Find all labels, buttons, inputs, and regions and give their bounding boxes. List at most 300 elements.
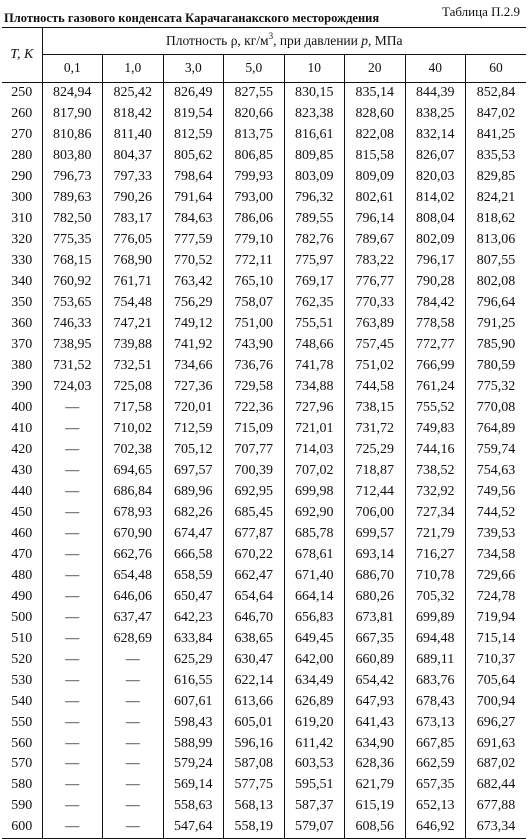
density-cell: 673,34 <box>476 819 516 835</box>
density-cell: 818,42 <box>103 104 164 125</box>
table-row <box>2 502 526 523</box>
density-cell: 816,61 <box>284 125 345 146</box>
density-cell: 754,63 <box>476 462 516 478</box>
density-cell: 710,78 <box>405 565 466 586</box>
table-row <box>2 146 526 167</box>
density-cell: 751,02 <box>345 356 406 377</box>
density-cell: — <box>42 754 103 775</box>
density-cell: 738,15 <box>345 398 406 419</box>
density-cell: — <box>42 502 103 523</box>
table-row <box>2 733 526 754</box>
density-cell: 705,64 <box>476 672 516 688</box>
density-cell: 838,25 <box>405 104 466 125</box>
density-cell: 775,32 <box>476 379 516 395</box>
density-cell: — <box>103 775 164 796</box>
temperature-cell: 400 <box>2 398 42 419</box>
density-cell: 832,14 <box>405 125 466 146</box>
density-cell: 682,26 <box>163 502 224 523</box>
temperature-cell: 260 <box>2 104 42 125</box>
density-cell: 758,07 <box>224 293 285 314</box>
temperature-cell: 360 <box>2 314 42 335</box>
density-cell: 718,87 <box>345 460 406 481</box>
table-row <box>2 377 526 398</box>
density-cell: 818,62 <box>476 211 516 227</box>
temperature-cell: 250 <box>2 83 42 104</box>
density-cell: 784,42 <box>405 293 466 314</box>
temperature-cell: 390 <box>2 377 42 398</box>
density-cell: — <box>103 754 164 775</box>
pressure-header-cell: 5,0 <box>224 54 285 82</box>
density-cell: 765,10 <box>224 272 285 293</box>
density-cell: 605,01 <box>224 712 285 733</box>
density-cell: 587,08 <box>224 754 285 775</box>
density-cell: 790,26 <box>103 188 164 209</box>
density-cell: 662,47 <box>224 565 285 586</box>
table-row <box>2 439 526 460</box>
density-cell: 687,02 <box>476 756 516 772</box>
density-cell: 817,90 <box>42 104 103 125</box>
density-cell: 611,42 <box>284 733 345 754</box>
density-cell: 796,14 <box>345 209 406 230</box>
density-cell: 741,78 <box>284 356 345 377</box>
density-cell: 763,42 <box>163 272 224 293</box>
density-cell: 608,56 <box>345 817 406 838</box>
density-cell: — <box>42 817 103 838</box>
density-cell: 796,17 <box>405 251 466 272</box>
temperature-cell: 340 <box>2 272 42 293</box>
density-cell: 619,20 <box>284 712 345 733</box>
density-cell: 825,42 <box>103 83 164 104</box>
density-cell: — <box>103 733 164 754</box>
pressure-header-cell: 3,0 <box>163 54 224 82</box>
density-cell: — <box>103 712 164 733</box>
density-cell: — <box>42 439 103 460</box>
table-row <box>2 649 526 670</box>
density-cell: 714,03 <box>284 439 345 460</box>
density-cell: 595,51 <box>284 775 345 796</box>
density-cell: 588,99 <box>163 733 224 754</box>
density-cell: 797,33 <box>103 167 164 188</box>
temperature-cell: 380 <box>2 356 42 377</box>
density-cell: 650,47 <box>163 586 224 607</box>
table-row <box>2 314 526 335</box>
density-cell: 768,90 <box>103 251 164 272</box>
density-cell: 770,08 <box>476 400 516 416</box>
temperature-cell: 480 <box>2 565 42 586</box>
table-row <box>2 251 526 272</box>
table-header <box>4 4 524 26</box>
temperature-cell: 350 <box>2 293 42 314</box>
density-cell: 809,85 <box>284 146 345 167</box>
temperature-cell: 570 <box>2 754 42 775</box>
density-cell: 621,79 <box>345 775 406 796</box>
density-cell: 642,23 <box>163 607 224 628</box>
density-cell: 827,55 <box>224 83 285 104</box>
density-cell: 815,58 <box>345 146 406 167</box>
temperature-cell: 540 <box>2 691 42 712</box>
density-cell: — <box>42 544 103 565</box>
density-cell: 673,13 <box>405 712 466 733</box>
density-cell: 757,45 <box>345 335 406 356</box>
density-cell: 558,19 <box>224 817 285 838</box>
table-row <box>2 460 526 481</box>
table-row <box>2 817 526 838</box>
density-cell: 724,03 <box>42 377 103 398</box>
table-row <box>2 230 526 251</box>
density-cell: 587,37 <box>284 796 345 817</box>
density-cell: 820,03 <box>405 167 466 188</box>
table-number: Таблица П.2.9 <box>442 4 520 19</box>
table-row <box>2 335 526 356</box>
density-cell: 770,33 <box>345 293 406 314</box>
temperature-cell: 310 <box>2 209 42 230</box>
table-row <box>2 398 526 419</box>
density-cell: 734,88 <box>284 377 345 398</box>
density-cell: 826,07 <box>405 146 466 167</box>
density-cell: 670,22 <box>224 544 285 565</box>
density-cell: — <box>42 670 103 691</box>
density-cell: 628,36 <box>345 754 406 775</box>
density-cell: 615,19 <box>345 796 406 817</box>
density-cell: 646,70 <box>224 607 285 628</box>
density-cell: 796,73 <box>42 167 103 188</box>
density-cell: 739,88 <box>103 335 164 356</box>
density-cell: 793,00 <box>224 188 285 209</box>
density-cell: 607,61 <box>163 691 224 712</box>
density-cell: 646,92 <box>405 817 466 838</box>
density-cell: 715,09 <box>224 419 285 440</box>
density-cell: 776,77 <box>345 272 406 293</box>
density-cell: 667,35 <box>345 628 406 649</box>
temperature-cell: 300 <box>2 188 42 209</box>
density-cell: 699,98 <box>284 481 345 502</box>
density-cell: — <box>42 733 103 754</box>
density-cell: 603,53 <box>284 754 345 775</box>
table-row <box>2 586 526 607</box>
density-cell: 789,63 <box>42 188 103 209</box>
density-cell: 625,29 <box>163 649 224 670</box>
temperature-cell: 580 <box>2 775 42 796</box>
table-row <box>2 544 526 565</box>
density-cell: 642,00 <box>284 649 345 670</box>
table-row <box>2 419 526 440</box>
density-cell: 783,17 <box>103 209 164 230</box>
density-cell: 706,00 <box>345 502 406 523</box>
temperature-column-header: T, K <box>2 28 42 83</box>
table-row <box>2 188 526 209</box>
temperature-cell: 560 <box>2 733 42 754</box>
temperature-cell: 320 <box>2 230 42 251</box>
density-cell: 649,45 <box>284 628 345 649</box>
density-cell: — <box>42 775 103 796</box>
temperature-cell: 490 <box>2 586 42 607</box>
density-cell: 753,65 <box>42 293 103 314</box>
density-cell: 751,00 <box>224 314 285 335</box>
density-cell: 766,99 <box>405 356 466 377</box>
table-row <box>2 104 526 125</box>
density-cell: 678,43 <box>405 691 466 712</box>
density-cell: 724,78 <box>476 588 516 604</box>
density-cell: 647,93 <box>345 691 406 712</box>
density-cell: 791,64 <box>163 188 224 209</box>
density-cell: 756,29 <box>163 293 224 314</box>
density-cell: 654,48 <box>103 565 164 586</box>
density-cell: 677,88 <box>476 798 516 814</box>
density-cell: 844,39 <box>405 83 466 104</box>
density-cell: 749,56 <box>476 483 516 499</box>
density-cell: 715,14 <box>476 630 516 646</box>
density-cell: 782,76 <box>284 230 345 251</box>
temperature-cell: 450 <box>2 502 42 523</box>
density-cell: 634,49 <box>284 670 345 691</box>
density-cell: 694,48 <box>405 628 466 649</box>
density-cell: 779,10 <box>224 230 285 251</box>
density-cell: 683,76 <box>405 670 466 691</box>
density-cell: 803,09 <box>284 167 345 188</box>
density-cell: — <box>103 649 164 670</box>
density-cell: 630,47 <box>224 649 285 670</box>
density-cell: 727,36 <box>163 377 224 398</box>
density-cell: 682,44 <box>476 777 516 793</box>
density-cell: 664,14 <box>284 586 345 607</box>
density-cell: 770,52 <box>163 251 224 272</box>
density-cell: 804,37 <box>103 146 164 167</box>
density-cell: 819,54 <box>163 104 224 125</box>
density-cell: 674,47 <box>163 523 224 544</box>
density-cell: 641,43 <box>345 712 406 733</box>
density-cell: — <box>42 398 103 419</box>
density-cell: 637,47 <box>103 607 164 628</box>
density-cell: 747,21 <box>103 314 164 335</box>
density-cell: 732,92 <box>405 481 466 502</box>
density-cell: 700,39 <box>224 460 285 481</box>
density-cell: 689,96 <box>163 481 224 502</box>
density-cell: 814,02 <box>405 188 466 209</box>
density-cell: 829,85 <box>476 169 516 185</box>
density-cell: 736,76 <box>224 356 285 377</box>
density-cell: 616,55 <box>163 670 224 691</box>
density-cell: 622,14 <box>224 670 285 691</box>
density-cell: 762,35 <box>284 293 345 314</box>
temperature-cell: 290 <box>2 167 42 188</box>
density-cell: 716,27 <box>405 544 466 565</box>
density-cell: 852,84 <box>476 85 516 101</box>
density-cell: — <box>42 460 103 481</box>
density-cell: 694,65 <box>103 460 164 481</box>
table-row <box>2 691 526 712</box>
density-cell: 744,52 <box>476 504 516 520</box>
density-cell: 796,64 <box>476 295 516 311</box>
density-cell: 696,27 <box>476 714 516 730</box>
density-cell: 685,78 <box>284 523 345 544</box>
density-cell: — <box>42 481 103 502</box>
density-cell: 705,32 <box>405 586 466 607</box>
density-cell: 670,90 <box>103 523 164 544</box>
density-cell: 813,75 <box>224 125 285 146</box>
density-cell: 628,69 <box>103 628 164 649</box>
density-cell: 667,85 <box>405 733 466 754</box>
density-cell: 699,57 <box>345 523 406 544</box>
temperature-cell: 600 <box>2 817 42 838</box>
density-cell: 761,71 <box>103 272 164 293</box>
density-cell: 657,35 <box>405 775 466 796</box>
density-cell: 710,37 <box>476 651 516 667</box>
density-cell: 666,58 <box>163 544 224 565</box>
density-cell: 721,79 <box>405 523 466 544</box>
density-cell: 707,77 <box>224 439 285 460</box>
density-cell: 731,72 <box>345 419 406 440</box>
density-cell: 810,86 <box>42 125 103 146</box>
density-cell: — <box>42 607 103 628</box>
density-cell: — <box>42 419 103 440</box>
density-cell: 722,36 <box>224 398 285 419</box>
density-cell: — <box>42 586 103 607</box>
density-cell: 702,38 <box>103 439 164 460</box>
density-cell: 677,87 <box>224 523 285 544</box>
density-cell: 678,61 <box>284 544 345 565</box>
density-cell: — <box>42 649 103 670</box>
table-row <box>2 272 526 293</box>
density-cell: 783,22 <box>345 251 406 272</box>
temperature-cell: 410 <box>2 419 42 440</box>
density-cell: 790,28 <box>405 272 466 293</box>
table-row <box>2 167 526 188</box>
temperature-cell: 590 <box>2 796 42 817</box>
density-cell: 656,83 <box>284 607 345 628</box>
temperature-cell: 440 <box>2 481 42 502</box>
density-cell: 634,90 <box>345 733 406 754</box>
table-row <box>2 293 526 314</box>
density-cell: 749,83 <box>405 419 466 440</box>
density-cell: — <box>42 712 103 733</box>
density-cell: 769,17 <box>284 272 345 293</box>
table-row <box>2 712 526 733</box>
density-cell: 743,90 <box>224 335 285 356</box>
density-cell: 826,49 <box>163 83 224 104</box>
density-cell: 686,84 <box>103 481 164 502</box>
density-cell: 841,25 <box>476 127 516 143</box>
table-row <box>2 523 526 544</box>
density-cell: 693,14 <box>345 544 406 565</box>
density-cell: 775,97 <box>284 251 345 272</box>
density-cell: 808,04 <box>405 209 466 230</box>
density-cell: 835,14 <box>345 83 406 104</box>
density-cell: 598,43 <box>163 712 224 733</box>
density-cell: 828,60 <box>345 104 406 125</box>
density-cell: 764,89 <box>476 420 516 436</box>
pressure-group-header: Плотность ρ, $кг/м^3$, при давлении p, МПа <box>42 28 526 55</box>
density-cell: 741,92 <box>163 335 224 356</box>
pressure-values-row <box>2 54 526 82</box>
density-cell: 654,42 <box>345 670 406 691</box>
density-cell: 707,02 <box>284 460 345 481</box>
density-cell: 662,76 <box>103 544 164 565</box>
density-cell: 805,62 <box>163 146 224 167</box>
pressure-header-cell: 10 <box>284 54 345 82</box>
density-cell: 772,11 <box>224 251 285 272</box>
density-cell: 705,12 <box>163 439 224 460</box>
density-cell: 799,93 <box>224 167 285 188</box>
density-cell: 652,13 <box>405 796 466 817</box>
density-cell: 807,55 <box>476 253 516 269</box>
density-cell: 671,40 <box>284 565 345 586</box>
density-cell: 803,80 <box>42 146 103 167</box>
density-cell: 738,95 <box>42 335 103 356</box>
density-cell: 719,94 <box>476 609 516 625</box>
density-cell: 835,53 <box>476 148 516 164</box>
density-cell: 720,01 <box>163 398 224 419</box>
density-cell: — <box>103 817 164 838</box>
temperature-cell: 470 <box>2 544 42 565</box>
density-cell: 569,14 <box>163 775 224 796</box>
table-row <box>2 481 526 502</box>
density-cell: 712,44 <box>345 481 406 502</box>
density-cell: 776,05 <box>103 230 164 251</box>
density-cell: — <box>42 565 103 586</box>
density-cell: 725,29 <box>345 439 406 460</box>
density-cell: 812,59 <box>163 125 224 146</box>
density-cell: 558,63 <box>163 796 224 817</box>
density-cell: — <box>42 796 103 817</box>
density-cell: 700,94 <box>476 693 516 709</box>
density-cell: 721,01 <box>284 419 345 440</box>
density-cell: — <box>42 628 103 649</box>
density-cell: 763,89 <box>345 314 406 335</box>
density-cell: 780,59 <box>476 358 516 374</box>
temperature-cell: 370 <box>2 335 42 356</box>
density-cell: 686,70 <box>345 565 406 586</box>
density-cell: 749,12 <box>163 314 224 335</box>
density-cell: 789,67 <box>345 230 406 251</box>
pressure-header-cell: 1,0 <box>103 54 164 82</box>
density-cell: 626,89 <box>284 691 345 712</box>
density-cell: 678,93 <box>103 502 164 523</box>
density-cell: 820,66 <box>224 104 285 125</box>
density-cell: 811,40 <box>103 125 164 146</box>
density-cell: 746,33 <box>42 314 103 335</box>
temperature-cell: 460 <box>2 523 42 544</box>
density-cell: 802,08 <box>476 274 516 290</box>
density-cell: 638,65 <box>224 628 285 649</box>
density-cell: 806,85 <box>224 146 285 167</box>
pressure-header-cell: 0,1 <box>42 54 103 82</box>
density-cell: 734,58 <box>476 546 516 562</box>
density-cell: 685,45 <box>224 502 285 523</box>
density-cell: — <box>103 670 164 691</box>
table-row <box>2 796 526 817</box>
density-cell: 725,08 <box>103 377 164 398</box>
density-cell: 654,64 <box>224 586 285 607</box>
density-cell: 692,90 <box>284 502 345 523</box>
density-cell: 744,58 <box>345 377 406 398</box>
table-row <box>2 775 526 796</box>
density-cell: 727,96 <box>284 398 345 419</box>
density-cell: 680,26 <box>345 586 406 607</box>
density-cell: 778,58 <box>405 314 466 335</box>
density-cell: 830,15 <box>284 83 345 104</box>
density-cell: 710,02 <box>103 419 164 440</box>
temperature-cell: 330 <box>2 251 42 272</box>
table-body <box>2 83 526 839</box>
density-cell: 660,89 <box>345 649 406 670</box>
table-row <box>2 83 526 104</box>
density-cell: 796,32 <box>284 188 345 209</box>
density-table <box>2 27 526 839</box>
density-cell: — <box>103 691 164 712</box>
density-cell: 689,11 <box>405 649 466 670</box>
density-cell: 579,24 <box>163 754 224 775</box>
density-cell: 738,52 <box>405 460 466 481</box>
